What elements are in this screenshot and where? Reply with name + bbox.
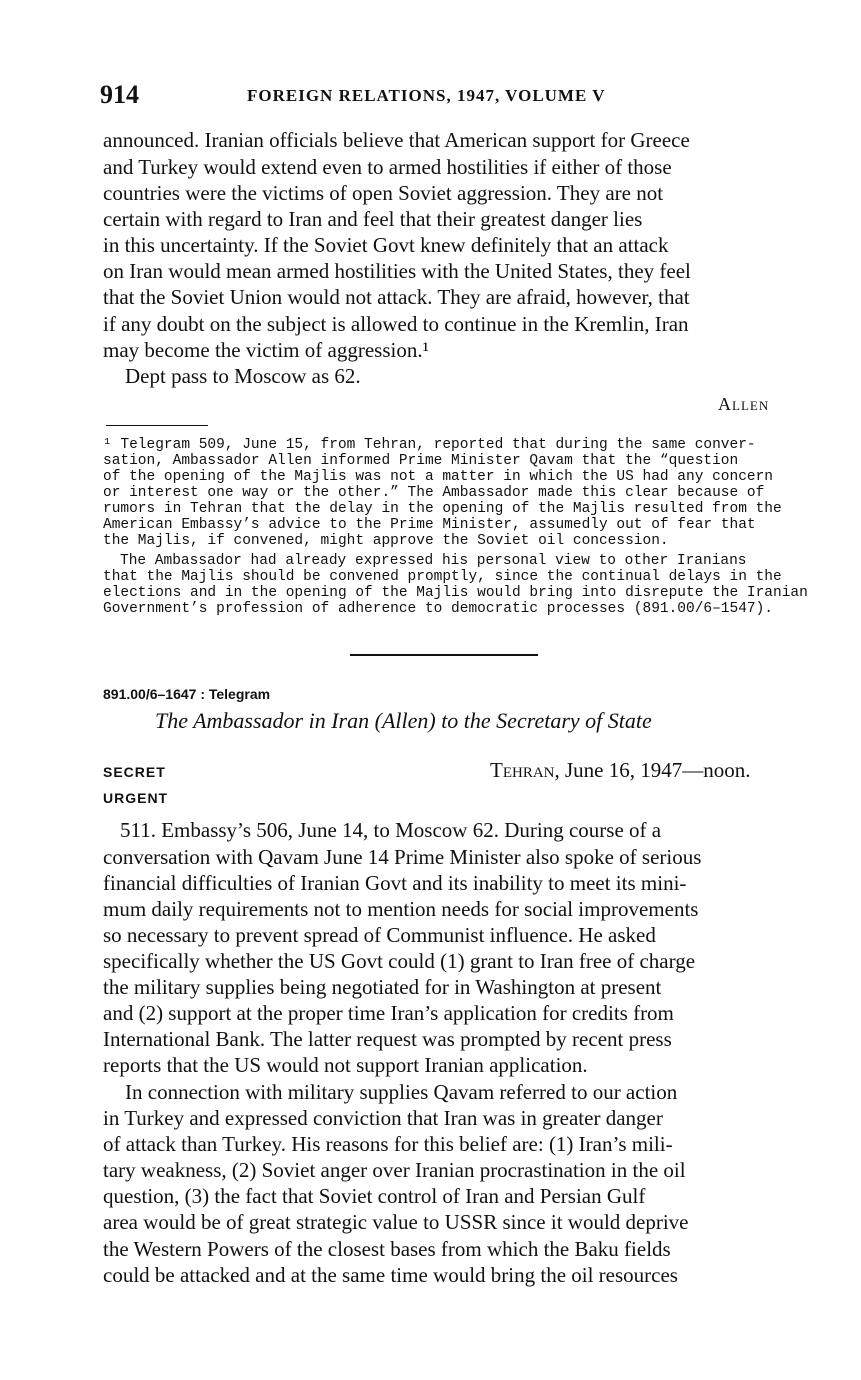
paragraph-line: so necessary to prevent spread of Communist influence. He asked bbox=[103, 923, 656, 947]
paragraph-line: of attack than Turkey. His reasons for this belief are: (1) Iran’s mili- bbox=[103, 1132, 673, 1156]
footnote-line: rumors in Tehran that the delay in the opening of the Majlis resulted from the bbox=[103, 501, 782, 517]
paragraph-line: 511. Embassy’s 506, June 14, to Moscow 62. During course of a bbox=[120, 818, 662, 842]
paragraph-line: question, (3) the fact that Soviet control of Iran and Persian Gulf bbox=[103, 1184, 646, 1208]
paragraph-line: in Turkey and expressed conviction that Iran was in greater danger bbox=[103, 1106, 663, 1130]
paragraph-line: mum daily requirements not to mention needs for social improvements bbox=[103, 897, 699, 921]
footnote-line: the Majlis, if convened, might approve the Soviet oil concession. bbox=[103, 533, 669, 549]
paragraph-line: reports that the US would not support Iranian application. bbox=[103, 1053, 588, 1077]
running-head: FOREIGN RELATIONS, 1947, VOLUME V bbox=[247, 86, 606, 105]
dateline bbox=[490, 758, 751, 783]
paragraph-line: Dept pass to Moscow as 62. bbox=[125, 364, 361, 388]
paragraph-line: area would be of great strategic value to USSR since it would deprive bbox=[103, 1210, 689, 1234]
paragraph-line: conversation with Qavam June 14 Prime Minister also spoke of serious bbox=[103, 845, 702, 869]
page-header bbox=[100, 80, 790, 112]
footnote-line: ¹ Telegram 509, June 15, from Tehran, reported that during the same conver- bbox=[103, 437, 756, 453]
paragraph-line: on Iran would mean armed hostilities with the United States, they feel bbox=[103, 259, 691, 283]
footnote-line: sation, Ambassador Allen informed Prime Minister Qavam that the “question bbox=[103, 453, 739, 469]
paragraph-line: tary weakness, (2) Soviet anger over Iranian procrastination in the oil bbox=[103, 1158, 686, 1182]
document-file-number: 891.00/6–1647 : Telegram bbox=[103, 686, 271, 702]
section-divider bbox=[350, 654, 538, 656]
footnote-line: of the opening of the Majlis was not a matter in which the US had any concern bbox=[103, 469, 774, 485]
classification-secret: SECRET bbox=[103, 764, 166, 780]
paragraph-line: countries were the victims of open Soviet aggression. They are not bbox=[103, 181, 664, 205]
paragraph-line: could be attacked and at the same time would bring the oil resources bbox=[103, 1263, 678, 1287]
paragraph-line: that the Soviet Union would not attack. They are afraid, however, that bbox=[103, 285, 690, 309]
paragraph-line: International Bank. The latter request was prompted by recent press bbox=[103, 1027, 672, 1051]
paragraph-line: specifically whether the US Govt could (1) grant to Iran free of charge bbox=[103, 949, 696, 973]
document-title: The Ambassador in Iran (Allen) to the Secretary of State bbox=[155, 708, 652, 733]
classification-urgent: URGENT bbox=[103, 790, 169, 806]
footnote-line: Government’s profession of adherence to democratic processes (891.00/6–1547). bbox=[103, 601, 774, 617]
paragraph-line: if any doubt on the subject is allowed to continue in the Kremlin, Iran bbox=[103, 312, 689, 336]
signature: Allen bbox=[718, 394, 770, 414]
footnote-line: American Embassy’s advice to the Prime Minister, assumedly out of fear that bbox=[103, 517, 756, 533]
paragraph-line: the Western Powers of the closest bases from which the Baku fields bbox=[103, 1237, 671, 1261]
page-number: 914 bbox=[100, 80, 139, 109]
paragraph-line: In connection with military supplies Qavam referred to our action bbox=[125, 1080, 678, 1104]
footnote-line: or interest one way or the other.” The Ambassador made this clear because of bbox=[103, 485, 765, 501]
footnote-line: that the Majlis should be convened promptly, since the continual delays in the bbox=[103, 569, 782, 585]
paragraph-line: certain with regard to Iran and feel that their greatest danger lies bbox=[103, 207, 643, 231]
paragraph-line: and (2) support at the proper time Iran’s application for credits from bbox=[103, 1001, 674, 1025]
paragraph-line: the military supplies being negotiated for in Washington at present bbox=[103, 975, 662, 999]
paragraph-line: and Turkey would extend even to armed hostilities if either of those bbox=[103, 155, 672, 179]
footnote-line: elections and in the opening of the Majlis would bring into disrepute the Iranian bbox=[103, 585, 808, 601]
footnote-line: The Ambassador had already expressed his personal view to other Iranians bbox=[120, 553, 747, 569]
paragraph-line: may become the victim of aggression.¹ bbox=[103, 338, 429, 362]
footnote-rule bbox=[106, 425, 208, 426]
paragraph-line: in this uncertainty. If the Soviet Govt knew definitely that an attack bbox=[103, 233, 669, 257]
dateline-date: June 16, 1947—noon. bbox=[559, 758, 751, 782]
dateline-place: Tehran, bbox=[490, 758, 560, 782]
paragraph-line: financial difficulties of Iranian Govt and its inability to meet its mini- bbox=[103, 871, 687, 895]
paragraph-line: announced. Iranian officials believe that American support for Greece bbox=[103, 128, 690, 152]
